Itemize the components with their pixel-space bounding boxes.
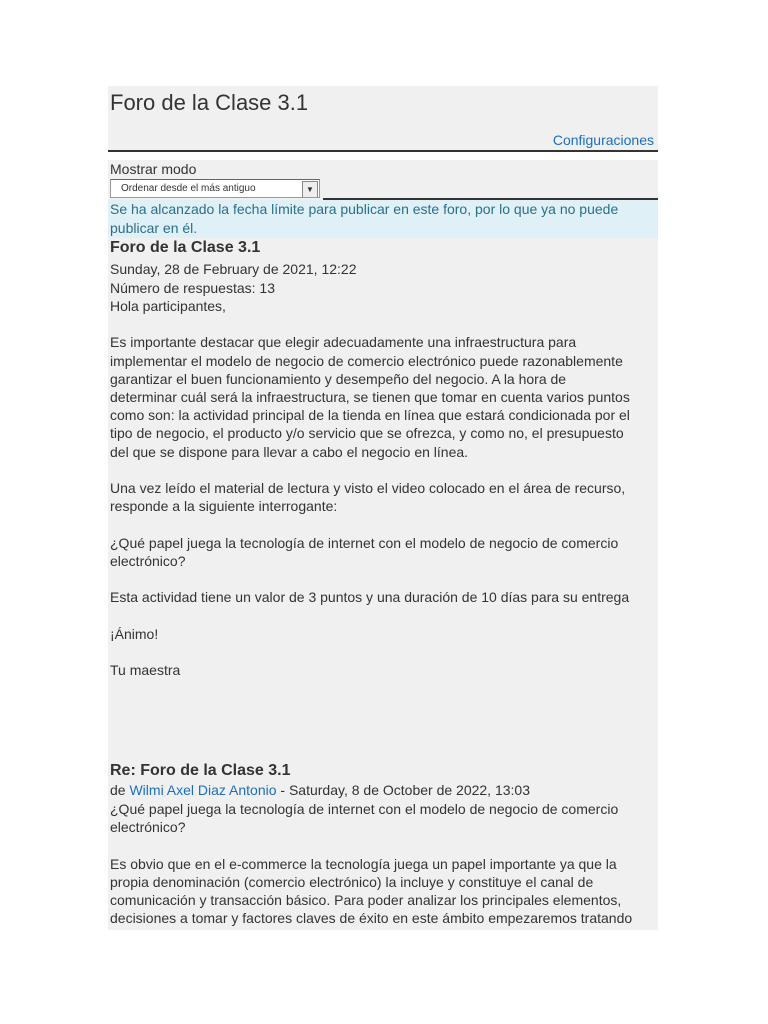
- text-line: Hola participantes,: [110, 298, 226, 314]
- display-mode-select[interactable]: [110, 179, 320, 198]
- text-line: tipo de negocio, el producto y/o servicio que se ofrezca, y como no, el presupuesto: [110, 425, 624, 442]
- text-line: responde a la siguiente interrogante:: [110, 498, 338, 515]
- deadline-notice: [108, 200, 658, 238]
- notice-line: publicar en él.: [110, 219, 198, 236]
- text-line: del que se dispone para llevar a cabo el negocio en línea.: [110, 443, 469, 460]
- settings-link[interactable]: Configuraciones: [552, 132, 654, 148]
- text-line: implementar el modelo de negocio de comercio electrónico puede razonablemente: [110, 352, 623, 369]
- text-line: ¡Ánimo!: [110, 625, 159, 642]
- by-label: de: [110, 782, 130, 798]
- chevron-down-icon: ▼: [302, 181, 318, 198]
- author-link[interactable]: Wilmi Axel Diaz Antonio: [129, 782, 277, 798]
- reply-meta: [110, 781, 530, 799]
- text-line: comunicación y transacción básico. Para poder analizar los principales elementos,: [110, 892, 622, 908]
- forum-header: [108, 86, 658, 152]
- text-line: garantizar el buen funcionamiento y desempeño del negocio. A la hora de: [110, 370, 567, 387]
- text-line: determinar cuál será la infraestructura, se tienen que tomar en cuenta varios puntos: [110, 389, 630, 405]
- text-line: Tu maestra: [110, 662, 181, 678]
- text-line: electrónico?: [110, 552, 186, 569]
- text-line: electrónico?: [110, 819, 186, 836]
- page-title: Foro de la Clase 3.1: [110, 90, 309, 115]
- text-line: Esta actividad tiene un valor de 3 puntos y una duración de 10 días para su entrega: [110, 589, 630, 606]
- selected-option: Ordenar desde el más antiguo: [121, 183, 256, 194]
- text-line: como son: la actividad principal de la tienda en línea que estará condicionada por el: [110, 407, 630, 424]
- reply-title: Re: Foro de la Clase 3.1: [110, 762, 291, 779]
- post-title: Foro de la Clase 3.1: [110, 239, 261, 256]
- text-line: Es importante destacar que elegir adecuadamente una infraestructura para: [110, 334, 577, 351]
- text-line: decisiones a tomar y factores claves de éxito en este ámbito empezaremos tratando: [110, 910, 633, 927]
- reply-date: - Saturday, 8 de October de 2022, 13:03: [276, 782, 530, 798]
- text-line: ¿Qué papel juega la tecnología de internet con el modelo de negocio de comercio: [110, 534, 619, 551]
- reply-count: Número de respuestas: 13: [110, 280, 275, 296]
- text-line: Es obvio que en el e-commerce la tecnología juega un papel importante ya que la: [110, 855, 617, 872]
- notice-line: Se ha alcanzado la fecha límite para publicar en este foro, por lo que ya no puede: [110, 201, 619, 217]
- post-date: Sunday, 28 de February de 2021, 12:22: [110, 261, 357, 277]
- text-line: ¿Qué papel juega la tecnología de internet con el modelo de negocio de comercio: [110, 801, 619, 817]
- display-mode-label: Mostrar modo: [110, 161, 197, 177]
- text-line: propia denominación (comercio electrónico) la incluye y constituye el canal de: [110, 873, 594, 890]
- text-line: Una vez leído el material de lectura y visto el video colocado en el área de recurso,: [110, 480, 626, 496]
